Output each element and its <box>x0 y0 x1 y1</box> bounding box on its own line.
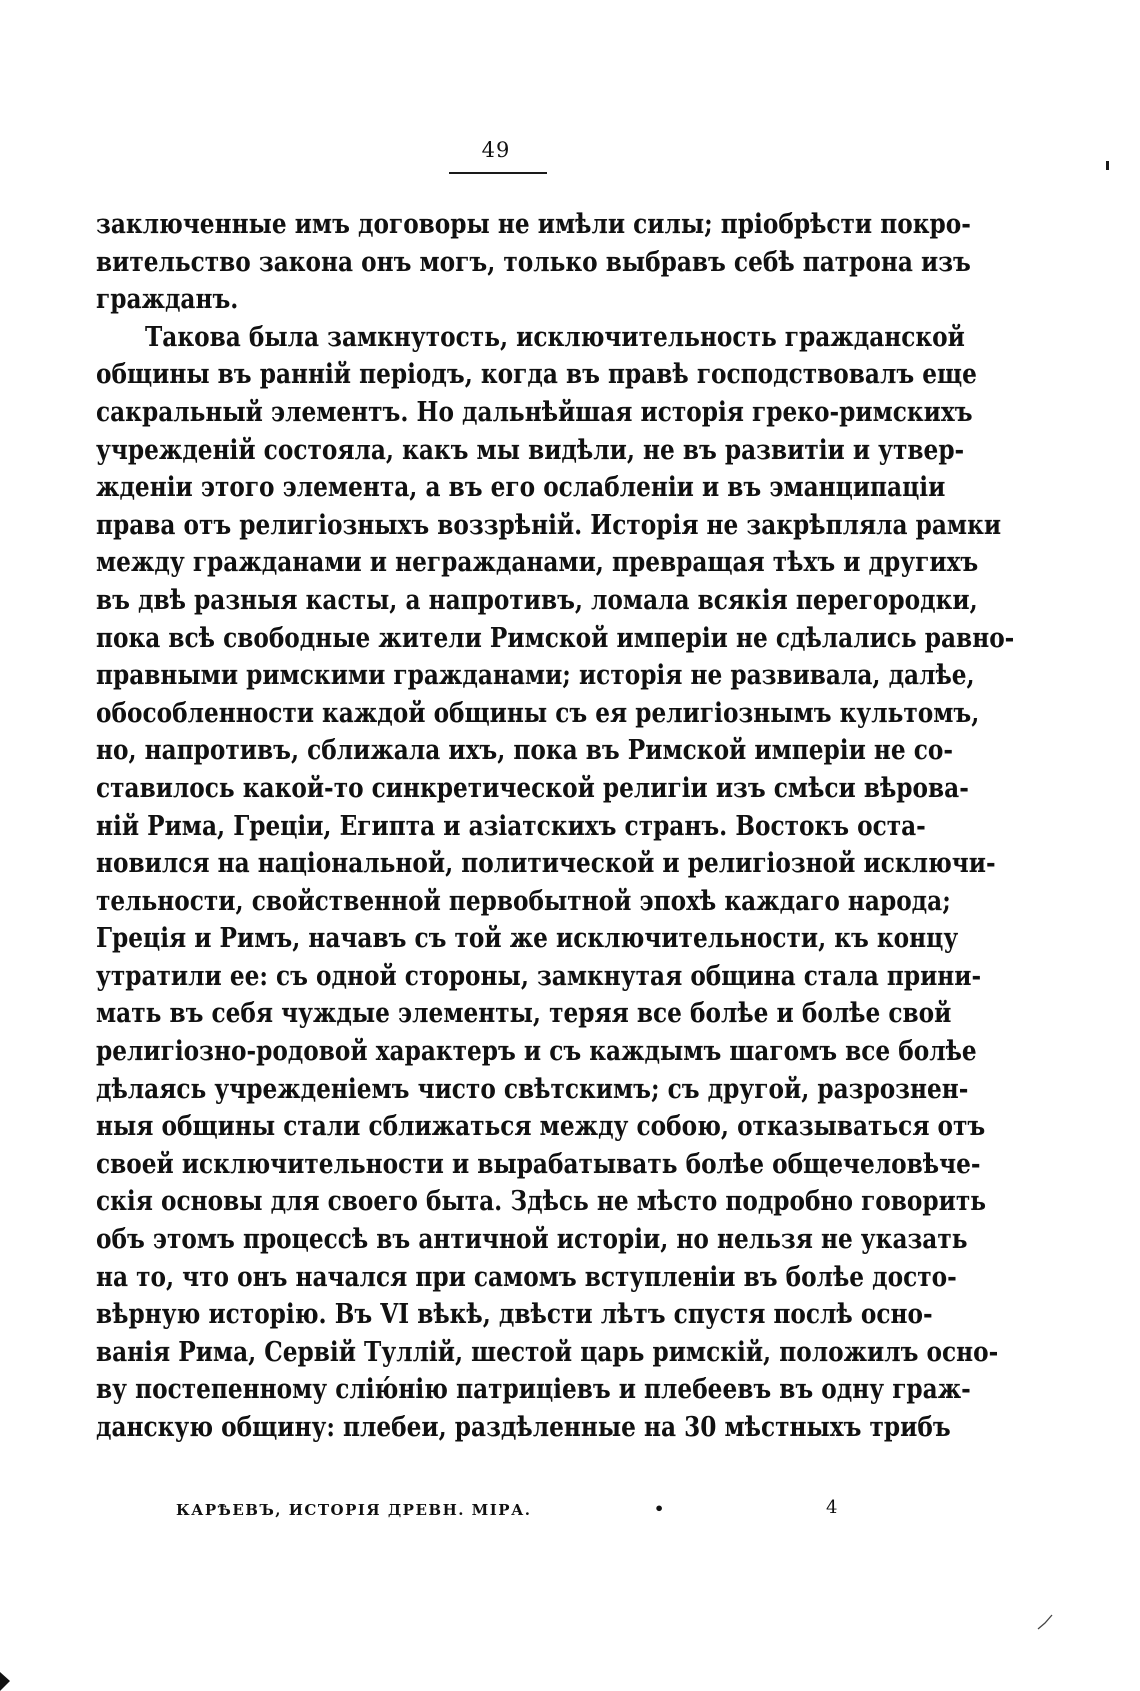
text-line: дѣлаясь учрежденіемъ чисто свѣтскимъ; съ другой, разрознен- <box>96 1073 969 1105</box>
text-line: между гражданами и негражданами, превращая тѣхъ и другихъ <box>96 547 979 579</box>
page-footer <box>0 1497 1140 1527</box>
text-line: тельности, свойственной первобытной эпохѣ каждаго народа; <box>96 885 951 917</box>
body-text <box>96 206 1015 1447</box>
text-line: гражданъ. <box>96 284 239 316</box>
text-line: ву постепенному слію́нію патриціевъ и плебеевъ въ одну граж- <box>96 1374 971 1406</box>
text-line: обособленности каждой общины съ ея религіознымъ культомъ, <box>96 697 980 729</box>
page-number-rule <box>449 172 547 174</box>
text-line: новился на національной, политической и религіозной исключи- <box>96 848 996 880</box>
text-line: своей исключительности и вырабатывать болѣе общечеловѣче- <box>96 1148 981 1180</box>
text-line: Такова была замкнутость, исключительность гражданской <box>145 321 965 353</box>
text-line: скія основы для своего быта. Здѣсь не мѣсто подробно говорить <box>96 1186 987 1218</box>
text-line: пока всѣ свободные жители Римской имперіи не сдѣлались равно- <box>96 622 1015 654</box>
text-line: но, напротивъ, сближала ихъ, пока въ Римской имперіи не со- <box>96 735 954 767</box>
text-line: утратили ее: съ одной стороны, замкнутая община стала прини- <box>96 960 982 992</box>
text-line: заключенные имъ договоры не имѣли силы; пріобрѣсти покро- <box>96 209 971 240</box>
text-line: Греція и Римъ, начавъ съ той же исключительности, къ концу <box>96 923 959 955</box>
text-line: жденіи этого элемента, а въ его ослабленіи и въ эманципаціи <box>96 472 946 504</box>
margin-speck <box>1106 161 1109 170</box>
footer-mark: • <box>654 1499 666 1518</box>
text-line: учрежденій состояла, какъ мы видѣли, не въ развитіи и утвер- <box>96 434 965 466</box>
text-line: общины въ ранній періодъ, когда въ правѣ господствовалъ еще <box>96 359 977 391</box>
text-line: ній Рима, Греціи, Египта и азіатскихъ странъ. Востокъ оста- <box>96 810 926 842</box>
text-line: на то, что онъ начался при самомъ вступленіи въ болѣе досто- <box>96 1261 957 1293</box>
text-line: въ двѣ разныя касты, а напротивъ, ломала всякія перегородки, <box>96 584 978 616</box>
text-line: ставилось какой-то синкретической религіи изъ смѣси вѣрова- <box>96 772 969 804</box>
text-line: данскую общину: плебеи, раздѣленные на 30 мѣстныхъ трибъ <box>96 1412 951 1443</box>
text-line: правными римскими гражданами; исторія не развивала, далѣе, <box>96 660 975 692</box>
text-line: ванія Рима, Сервій Туллій, шестой царь римскій, положилъ осно- <box>96 1336 999 1368</box>
scan-mark <box>1036 1613 1054 1631</box>
signature-mark: КАРѢЕВЪ, ИСТОРІЯ ДРЕВН. МІРА. <box>176 1501 532 1519</box>
page-number: 49 <box>481 138 511 162</box>
text-line: сакральный элементъ. Но дальнѣйшая исторія греко-римскихъ <box>96 396 973 428</box>
text-line: религіозно-родовой характеръ и съ каждымъ шагомъ все болѣе <box>96 1036 977 1068</box>
text-line: вѣрную исторію. Въ VI вѣкѣ, двѣсти лѣтъ спустя послѣ осно- <box>96 1299 933 1331</box>
text-line: вительство закона онъ могъ, только выбравъ себѣ патрона изъ <box>96 246 971 278</box>
text-line: права отъ религіозныхъ воззрѣній. Исторія не закрѣпляла рамки <box>96 509 1002 541</box>
scan-corner-mark <box>0 1672 10 1691</box>
text-line: ныя общины стали сближаться между собою, отказываться отъ <box>96 1111 986 1143</box>
sheet-number: 4 <box>826 1497 839 1518</box>
text-line: объ этомъ процессѣ въ античной исторіи, но нельзя не указать <box>96 1224 968 1256</box>
text-line: мать въ себя чуждые элементы, теряя все болѣе и болѣе свой <box>96 998 952 1030</box>
